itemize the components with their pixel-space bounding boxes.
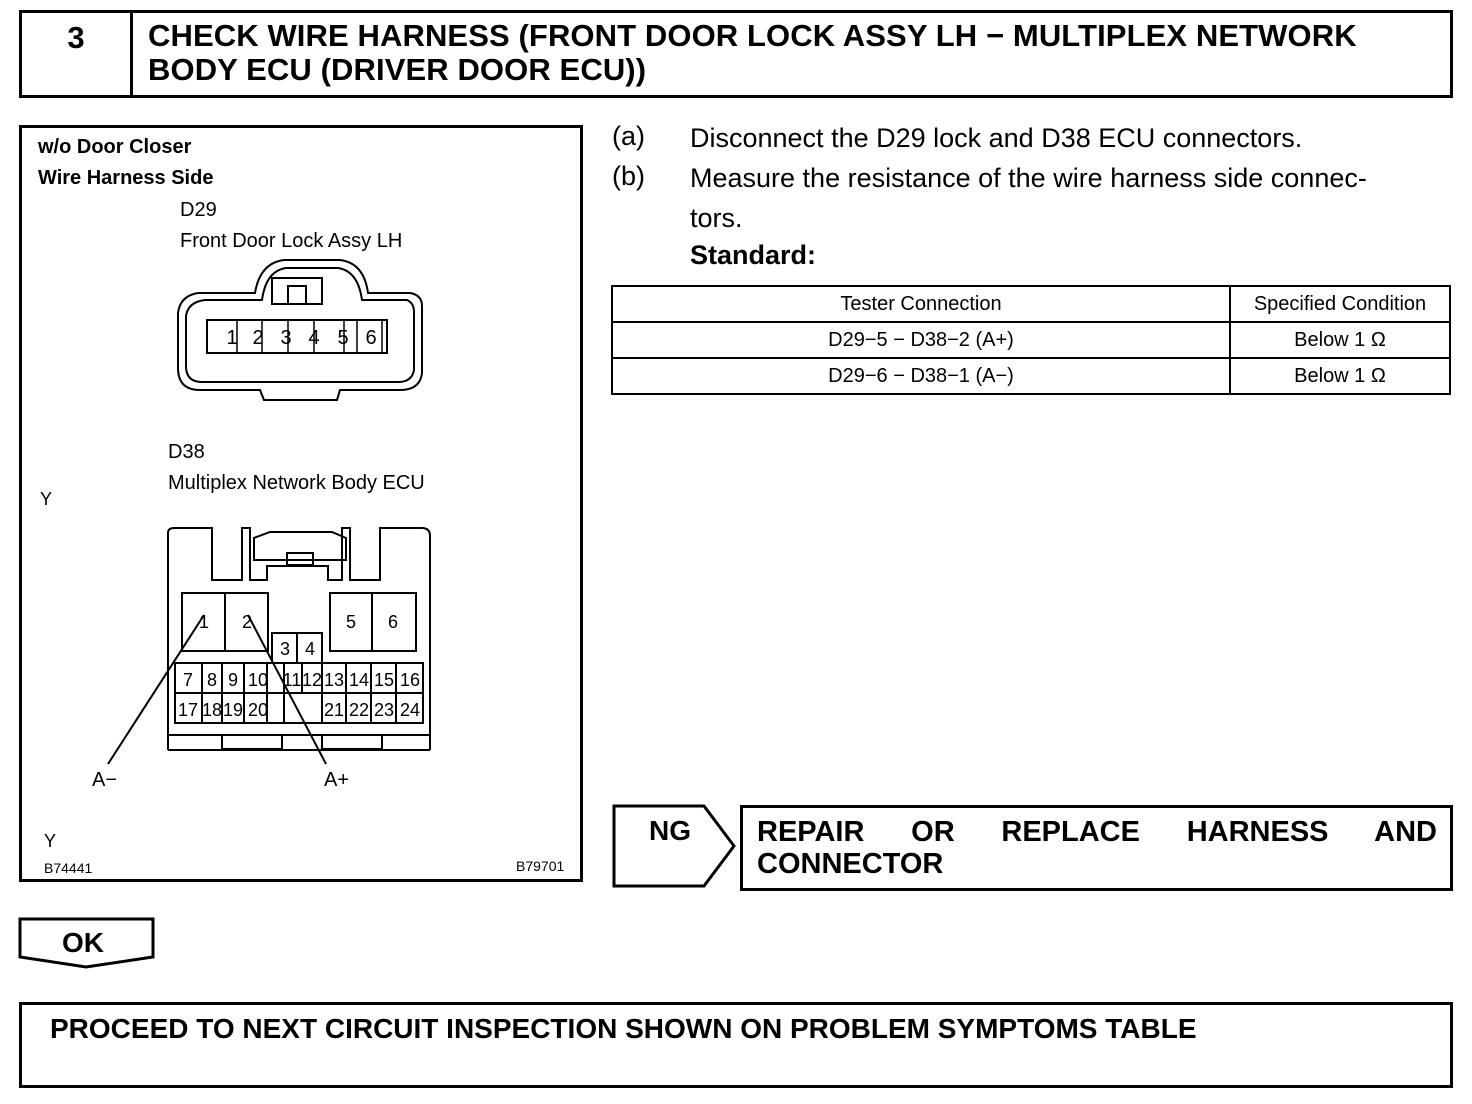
d38-pin-21: 21 bbox=[323, 700, 345, 720]
tester-connection-cell: D29−5 − D38−2 (A+) bbox=[612, 322, 1230, 358]
ng-result-text: REPAIR OR REPLACE HARNESS AND CONNECTOR bbox=[757, 816, 1437, 880]
specified-condition-cell: Below 1 Ω bbox=[1230, 322, 1450, 358]
d38-pin-24: 24 bbox=[399, 700, 421, 720]
d38-pin-8: 8 bbox=[206, 670, 218, 690]
d29-pin-3: 3 bbox=[280, 327, 292, 349]
step-b-text-line2: tors. bbox=[690, 203, 743, 233]
d29-pin-2: 2 bbox=[252, 327, 264, 349]
next-step-box bbox=[19, 1002, 1453, 1088]
ng-result-box bbox=[740, 805, 1453, 891]
figure-id-left: B74441 bbox=[44, 860, 93, 876]
step-a-label: (a) bbox=[612, 121, 645, 151]
step-number: 3 bbox=[22, 13, 133, 95]
connector-figure bbox=[19, 125, 583, 882]
step-b-label: (b) bbox=[612, 161, 645, 191]
d29-pin-1: 1 bbox=[226, 327, 238, 349]
probe-minus-label: A− bbox=[92, 769, 118, 791]
d29-name: Front Door Lock Assy LH bbox=[180, 230, 403, 252]
d29-pin-6: 6 bbox=[365, 327, 377, 349]
d38-pin-18: 18 bbox=[201, 700, 223, 720]
d38-pin-6: 6 bbox=[387, 612, 399, 632]
d29-pin-4: 4 bbox=[308, 327, 320, 349]
d38-pin-1: 1 bbox=[198, 612, 210, 632]
d29-pin-5: 5 bbox=[337, 327, 349, 349]
d38-pin-16: 16 bbox=[399, 670, 421, 690]
d38-pin-11: 11 bbox=[282, 670, 302, 690]
d38-pin-3: 3 bbox=[279, 639, 291, 659]
d38-pin-13: 13 bbox=[323, 670, 345, 690]
ng-tag-label: NG bbox=[649, 815, 691, 846]
standard-label: Standard: bbox=[690, 240, 817, 270]
d38-pin-2: 2 bbox=[241, 612, 253, 632]
d38-pin-9: 9 bbox=[227, 670, 239, 690]
ng-tag bbox=[612, 803, 740, 889]
step-title: CHECK WIRE HARNESS (FRONT DOOR LOCK ASSY LH − MULTIPLEX NETWORK BODY ECU (DRIVER DOOR ECU)) bbox=[148, 18, 1357, 87]
spec-table bbox=[611, 285, 1451, 395]
wire-harness-side-label: Wire Harness Side bbox=[38, 167, 214, 189]
d38-pin-12: 12 bbox=[301, 670, 323, 690]
table-row bbox=[612, 322, 1450, 358]
table-header-row bbox=[612, 286, 1450, 322]
d29-connector-drawing bbox=[178, 260, 422, 400]
d38-pin-14: 14 bbox=[348, 670, 370, 690]
d38-name: Multiplex Network Body ECU bbox=[168, 472, 425, 494]
step-header bbox=[19, 10, 1453, 98]
d38-pin-17: 17 bbox=[177, 700, 199, 720]
ok-tag-label: OK bbox=[62, 927, 104, 958]
col-header-tester-connection: Tester Connection bbox=[612, 286, 1230, 322]
ok-tag bbox=[17, 917, 157, 971]
d29-pin-labels bbox=[226, 327, 376, 349]
wire-color-mark-2: Y bbox=[44, 831, 57, 851]
step-a-text: Disconnect the D29 lock and D38 ECU connectors. bbox=[690, 123, 1303, 153]
d38-pin-4: 4 bbox=[304, 639, 316, 659]
connector-diagram bbox=[22, 128, 580, 879]
d38-pin-23: 23 bbox=[373, 700, 395, 720]
d38-pin-15: 15 bbox=[373, 670, 395, 690]
d38-pin-7: 7 bbox=[182, 670, 194, 690]
d29-code: D29 bbox=[180, 199, 217, 221]
d38-pin-22: 22 bbox=[348, 700, 370, 720]
d38-pin-10: 10 bbox=[247, 670, 269, 690]
next-step-text: PROCEED TO NEXT CIRCUIT INSPECTION SHOWN ON PROBLEM SYMPTOMS TABLE bbox=[50, 1013, 1197, 1044]
tester-connection-cell: D29−6 − D38−1 (A−) bbox=[612, 358, 1230, 394]
probe-plus-label: A+ bbox=[324, 769, 350, 791]
table-row bbox=[612, 358, 1450, 394]
door-closer-condition: w/o Door Closer bbox=[38, 136, 192, 158]
step-b-text-line1: Measure the resistance of the wire harness side connec- bbox=[690, 163, 1367, 193]
d38-code: D38 bbox=[168, 441, 205, 463]
specified-condition-cell: Below 1 Ω bbox=[1230, 358, 1450, 394]
d38-pin-20: 20 bbox=[247, 700, 269, 720]
d38-pin-19: 19 bbox=[222, 700, 244, 720]
wire-color-mark-1: Y bbox=[40, 489, 53, 509]
figure-id-right: B79701 bbox=[516, 858, 565, 874]
d38-pin-5: 5 bbox=[345, 612, 357, 632]
d38-pin-labels bbox=[178, 612, 420, 720]
col-header-specified-condition: Specified Condition bbox=[1230, 286, 1450, 322]
